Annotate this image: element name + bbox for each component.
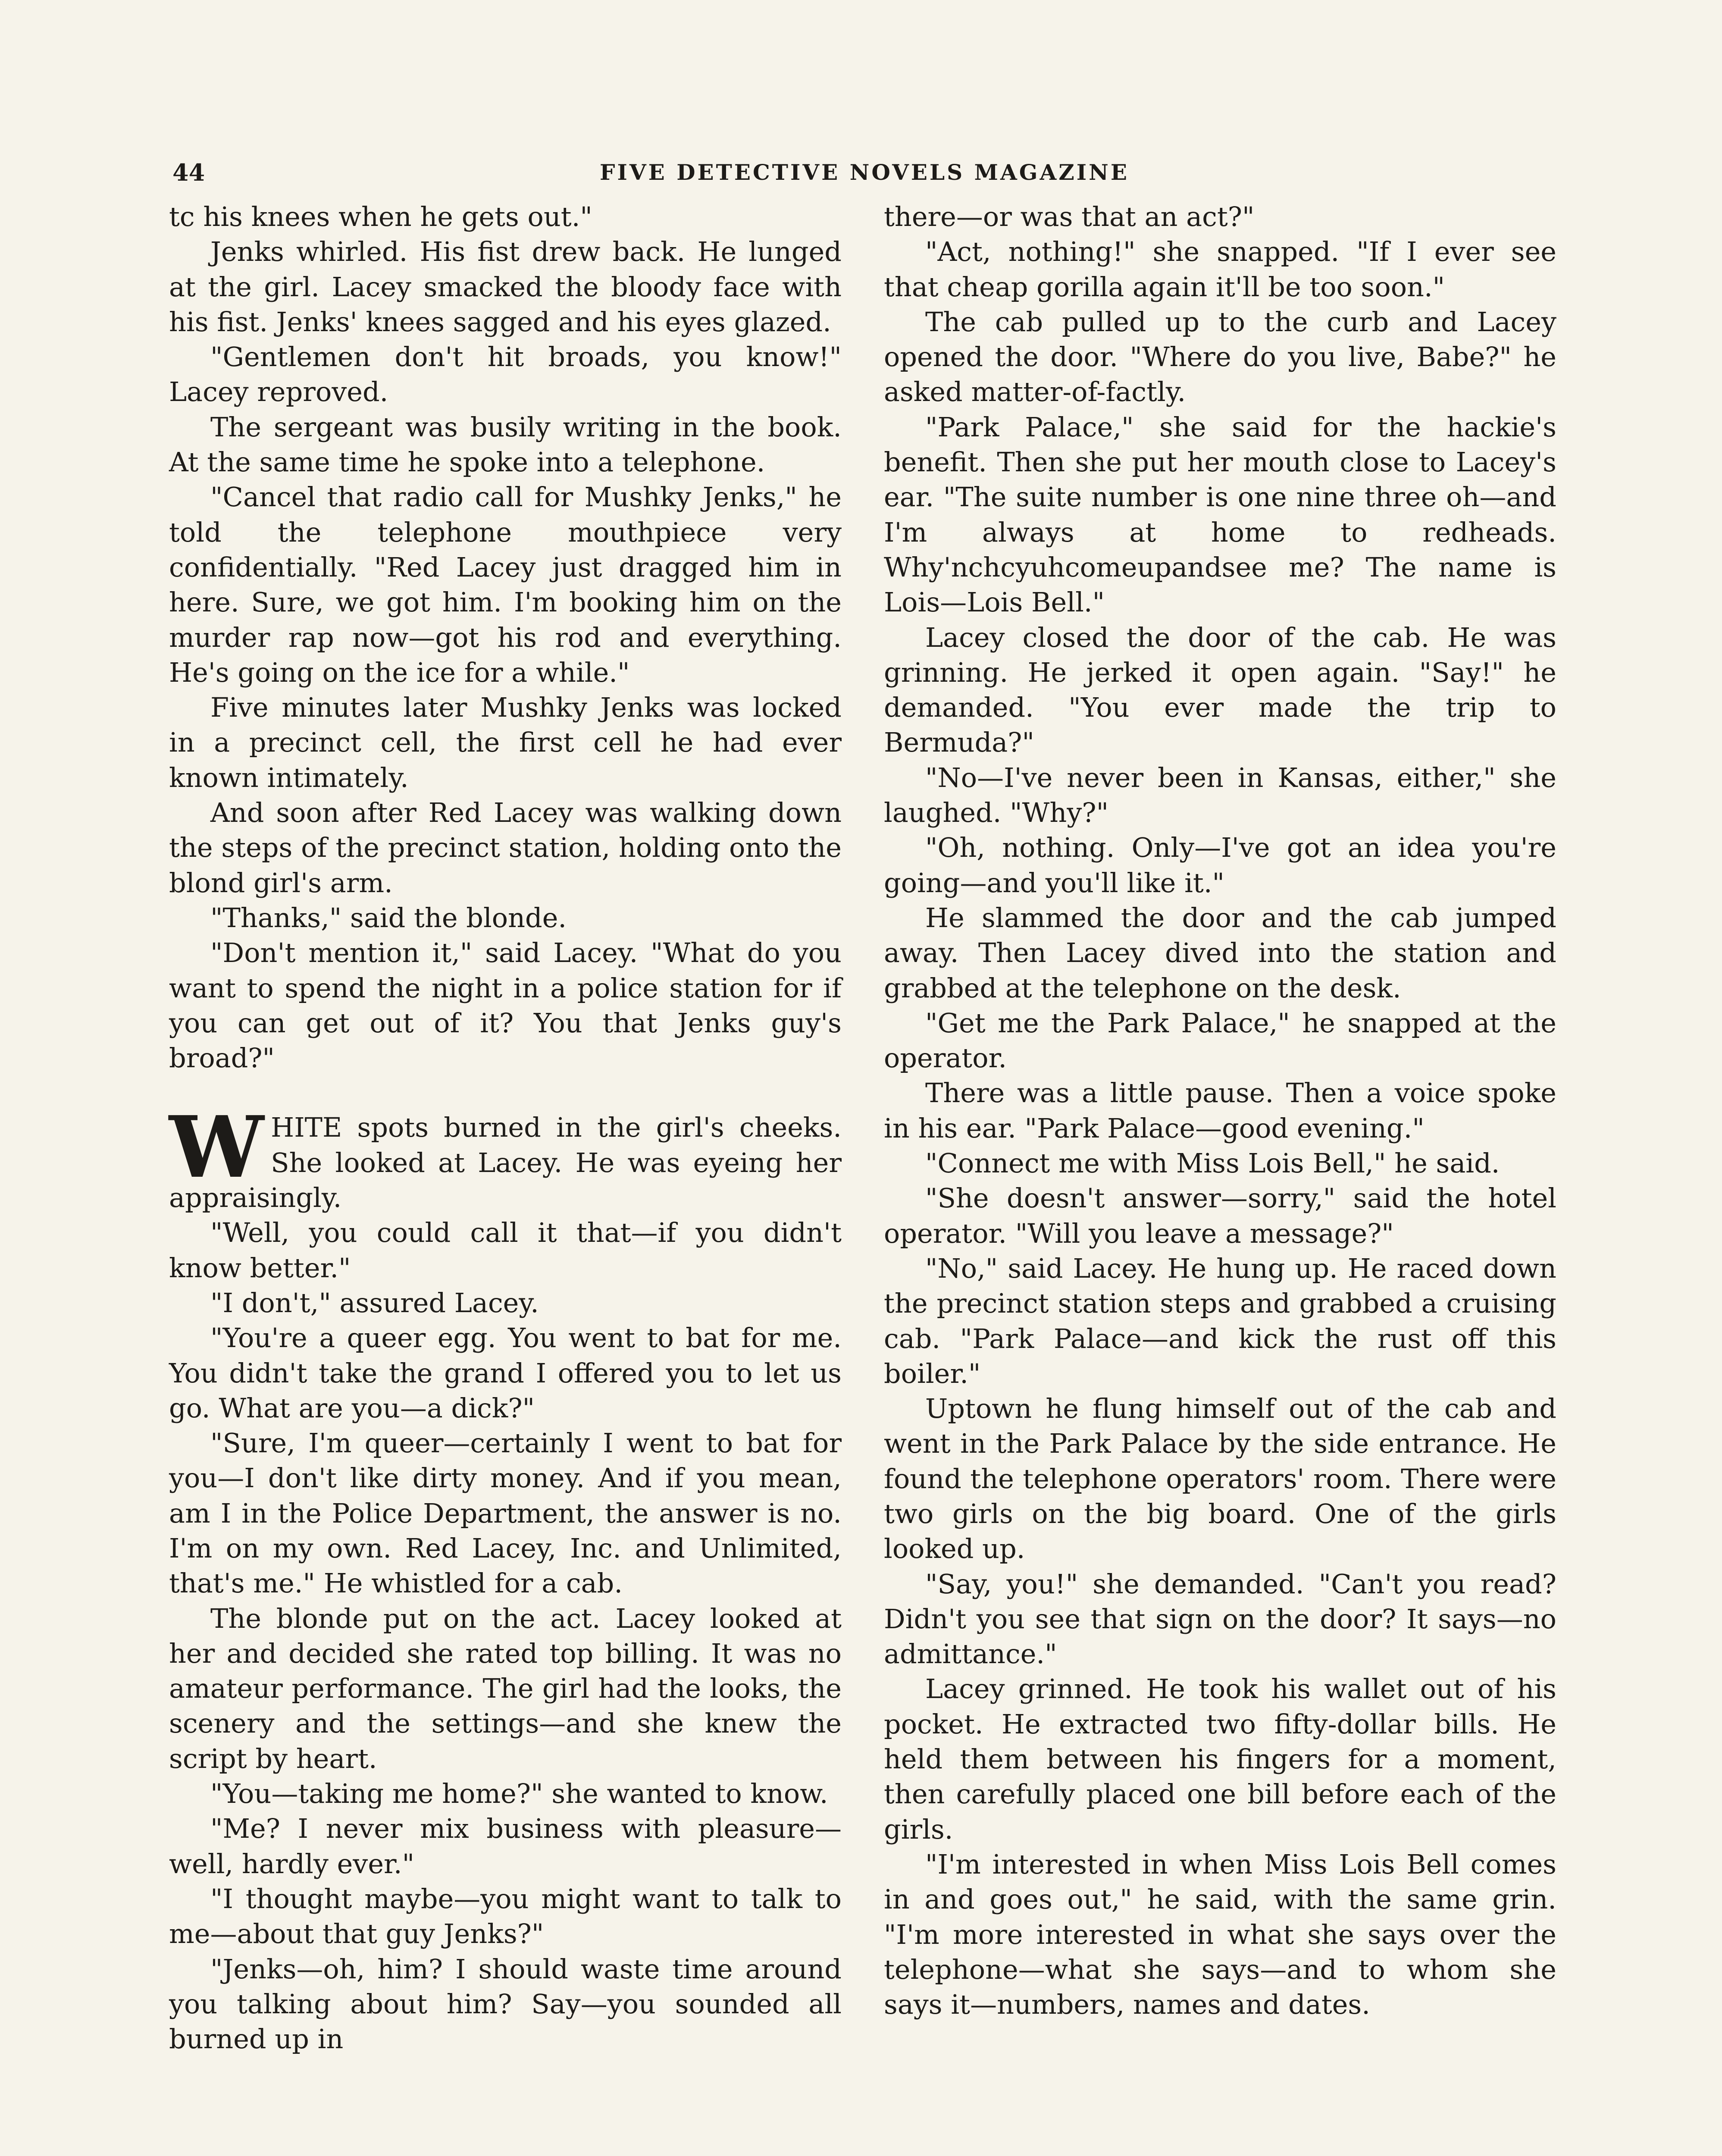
page-number: 44: [172, 159, 205, 186]
paragraph: "Cancel that radio call for Mushky Jenks," he told the telephone mouthpiece very confidentially. "Red Lacey just dragged him in here. Sure, we got him. I'm booking him on the murder rap now—got his rod and everything. He's going on the ice for a while.": [169, 481, 842, 688]
paragraph: "Jenks—oh, him? I should waste time around you talking about him? Say—you sounded all burned up in: [169, 1953, 842, 2055]
paragraph: Lacey closed the door of the cab. He was grinning. He jerked it open again. "Say!" he demanded. "You ever made the trip to Bermuda?": [884, 621, 1556, 758]
paragraph: Jenks whirled. His fist drew back. He lunged at the girl. Lacey smacked the bloody face with his fist. Jenks' knees sagged and his eyes glazed.: [169, 236, 842, 338]
paragraph: Uptown he flung himself out of the cab and went in the Park Palace by the side entrance. He found the telephone operators' room. There were two girls on the big board. One of the girls looked up.: [884, 1393, 1556, 1565]
paragraph: "No—I've never been in Kansas, either," she laughed. "Why?": [884, 761, 1556, 829]
paragraph: "No," said Lacey. He hung up. He raced down the precinct station steps and grabbed a cruising cab. "Park Palace—and kick the rust off this boiler.": [884, 1252, 1556, 1389]
paragraph: "Get me the Park Palace," he snapped at the operator.: [884, 1007, 1556, 1074]
paragraph: "Thanks," said the blonde.: [210, 902, 567, 934]
paragraph: "Gentlemen don't hit broads, you know!" Lacey reproved.: [169, 341, 842, 408]
paragraph: "I thought maybe—you might want to talk to me—about that guy Jenks?": [169, 1883, 842, 1950]
paragraph: "Say, you!" she demanded. "Can't you read? Didn't you see that sign on the door? It says—no admittance.": [884, 1568, 1556, 1670]
paragraph: There was a little pause. Then a voice spoke in his ear. "Park Palace—good evening.": [884, 1077, 1556, 1144]
paragraph: Five minutes later Mushky Jenks was locked in a precinct cell, the first cell he had ever known intimately.: [169, 692, 842, 793]
paragraph: "Well, you could call it that—if you didn't know better.": [169, 1217, 842, 1284]
paragraph: tc his knees when he gets out.": [169, 201, 592, 232]
magazine-title: FIVE DETECTIVE NOVELS MAGAZINE: [600, 160, 1129, 185]
paragraph: "You're a queer egg. You went to bat for me. You didn't take the grand I offered you to let us go. What are you—a dick?": [169, 1322, 842, 1424]
paragraph: He slammed the door and the cab jumped away. Then Lacey dived into the station and grabbed at the telephone on the desk.: [884, 902, 1556, 1004]
running-header: [172, 155, 1556, 190]
paragraph: "Oh, nothing. Only—I've got an idea you're going—and you'll like it.": [884, 832, 1556, 899]
paragraph: Lacey grinned. He took his wallet out of his pocket. He extracted two fifty-dollar bills. He held them between his fingers for a moment, then carefully placed one bill before each of the girls.: [884, 1673, 1556, 1845]
paragraph: "I don't," assured Lacey.: [210, 1287, 539, 1319]
paragraph: "Me? I never mix business with pleasure—well, hardly ever.": [169, 1813, 842, 1880]
paragraph: "Don't mention it," said Lacey. "What do you want to spend the night in a police station for if you can get out of it? You that Jenks guy's broad?": [169, 937, 842, 1074]
section-opening-text: HITE spots burned in the girl's cheeks. She looked at Lacey. He was eyeing her appraisingly.: [169, 1112, 842, 1214]
paragraph: The blonde put on the act. Lacey looked at her and decided she rated top billing. It was no amateur performance. The girl had the looks, the scenery and the settings—and she knew the script by heart.: [169, 1602, 842, 1774]
paragraph: "Connect me with Miss Lois Bell," he said.: [925, 1147, 1500, 1179]
section-opening-paragraph: [169, 1098, 842, 1215]
paragraph: "Park Palace," she said for the hackie's benefit. Then she put her mouth close to Lacey's ear. "The suite number is one nine three oh—and I'm always at home to redheads. Why'nchcyuhcomeupandsee me? The name is Lois—Lois Bell.": [884, 411, 1556, 618]
paragraph: The cab pulled up to the curb and Lacey opened the door. "Where do you live, Babe?" he asked matter-of-factly.: [884, 306, 1556, 408]
drop-cap: W: [169, 1098, 264, 1197]
paragraph: "Sure, I'm queer—certainly I went to bat for you—I don't like dirty money. And if you mean, am I in the Police Department, the answer is no. I'm on my own. Red Lacey, Inc. and Unlimited, that's me." He whistled for a cab.: [169, 1427, 842, 1599]
paragraph: "I'm interested in when Miss Lois Bell comes in and goes out," he said, with the same grin. "I'm more interested in what she says over the telephone—what she says—and to whom she says it—numbers, names and dates.: [884, 1848, 1556, 2021]
paragraph: "She doesn't answer—sorry," said the hotel operator. "Will you leave a message?": [884, 1182, 1556, 1249]
paragraph: there—or was that an act?": [884, 201, 1255, 232]
left-column: [169, 199, 842, 2056]
paragraph: "You—taking me home?" she wanted to know.: [210, 1778, 828, 1810]
paragraph: And soon after Red Lacey was walking down the steps of the precinct station, holding onto the blond girl's arm.: [169, 797, 842, 899]
paragraph: "Act, nothing!" she snapped. "If I ever see that cheap gorilla again it'll be too soon.": [884, 236, 1556, 303]
paragraph: The sergeant was busily writing in the book. At the same time he spoke into a telephone.: [169, 411, 842, 478]
right-column: [884, 199, 1556, 2022]
